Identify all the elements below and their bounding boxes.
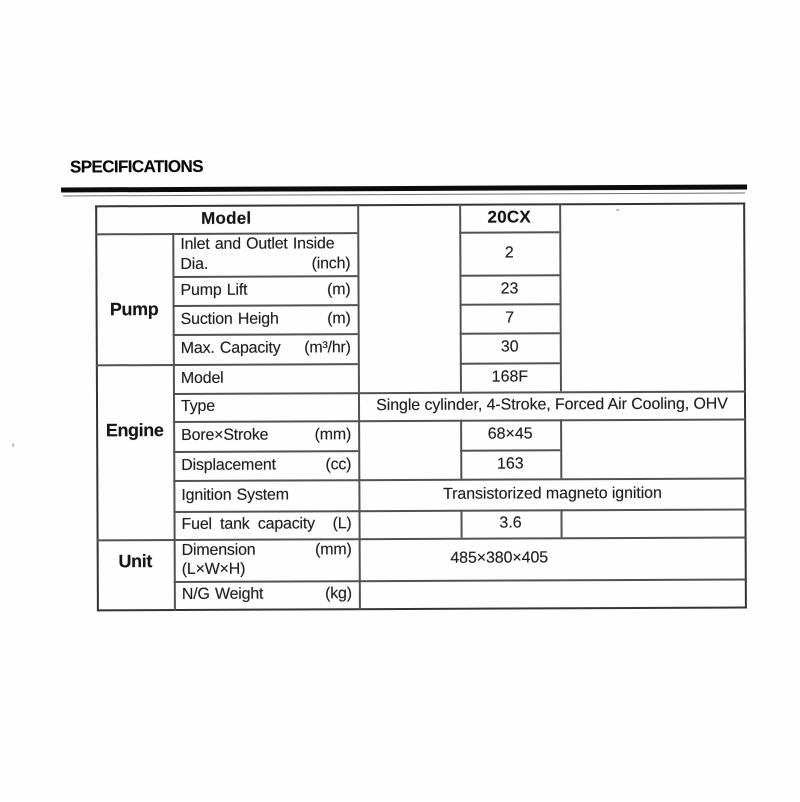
param-cell-displacement — [181, 450, 351, 480]
scan-speck — [12, 444, 14, 447]
value-cell-span-ignition: Transistorized magneto ignition — [443, 484, 662, 503]
value-cell: 68×45 — [487, 425, 533, 443]
value-cell: 3.6 — [499, 514, 522, 532]
param-cell-max-capacity — [181, 333, 351, 364]
value-cell: 168F — [491, 367, 529, 386]
group-cell-unit: Unit — [118, 551, 152, 572]
param-label: Suction Heigh — [180, 310, 279, 328]
param-label: (L×W×H) — [181, 560, 246, 578]
param-cell-engine-model — [181, 363, 351, 393]
param-label: Model — [180, 369, 224, 387]
param-cell-pump-lift — [180, 275, 350, 305]
param-unit: (m) — [327, 280, 351, 298]
group-cell-engine: Engine — [105, 420, 164, 441]
param-label: N/G Weight — [181, 585, 264, 603]
page-title: SPECIFICATIONS — [69, 156, 203, 177]
param-line — [182, 559, 352, 579]
spec-table — [95, 202, 747, 611]
param-label: Dimension — [181, 541, 256, 559]
param-label: Fuel tank capacity — [181, 515, 315, 533]
param-unit: (kg) — [325, 585, 352, 603]
header-model-cell: Model — [201, 208, 252, 228]
grid-line — [560, 509, 562, 537]
param-unit: (mm) — [315, 540, 352, 558]
param-line — [180, 254, 350, 274]
param-unit: (cc) — [325, 455, 352, 473]
param-label: Inlet and Outlet Inside — [180, 235, 335, 253]
param-cell-fuel-tank-capacity — [181, 510, 351, 539]
value-cell: 23 — [500, 279, 519, 298]
param-label: Displacement — [181, 456, 276, 474]
param-line — [182, 540, 352, 560]
param-unit: (m³/hr) — [304, 339, 351, 357]
param-cell-ng-weight — [182, 580, 352, 609]
param-cell-suction-heigh — [181, 304, 351, 334]
value-cell-span-dimension: 485×380×405 — [450, 549, 549, 567]
group-cell-pump: Pump — [109, 299, 159, 320]
param-cell-inlet-outlet-dia — [180, 232, 350, 276]
param-label: Ignition System — [181, 485, 289, 504]
param-label: Type — [180, 397, 215, 415]
value-cell: 30 — [500, 338, 519, 356]
heading-rule-thick — [61, 184, 747, 192]
param-unit: (mm) — [314, 426, 352, 444]
param-line — [180, 234, 350, 254]
heading-rule-thin — [63, 192, 745, 196]
value-cell-span-type: Single cylinder, 4-Stroke, Forced Air Cooling, OHV — [376, 395, 728, 415]
param-cell-bore-stroke — [181, 420, 351, 451]
param-unit: (L) — [332, 515, 352, 533]
header-model-value-cell: 20CX — [487, 207, 531, 227]
value-cell: 2 — [504, 244, 514, 262]
param-label: Dia. — [180, 255, 209, 273]
param-cell-type — [181, 392, 351, 421]
param-label: Max. Capacity — [180, 339, 281, 357]
param-unit: (m) — [327, 309, 351, 327]
param-cell-ignition-system — [181, 479, 351, 511]
value-cell: 163 — [496, 454, 524, 473]
value-cell: 7 — [505, 309, 515, 327]
param-label: Bore×Stroke — [181, 426, 269, 444]
param-label: Pump Lift — [180, 281, 248, 299]
grid-line — [560, 419, 562, 478]
param-cell-dimension — [182, 538, 352, 581]
param-unit: (inch) — [311, 254, 351, 272]
